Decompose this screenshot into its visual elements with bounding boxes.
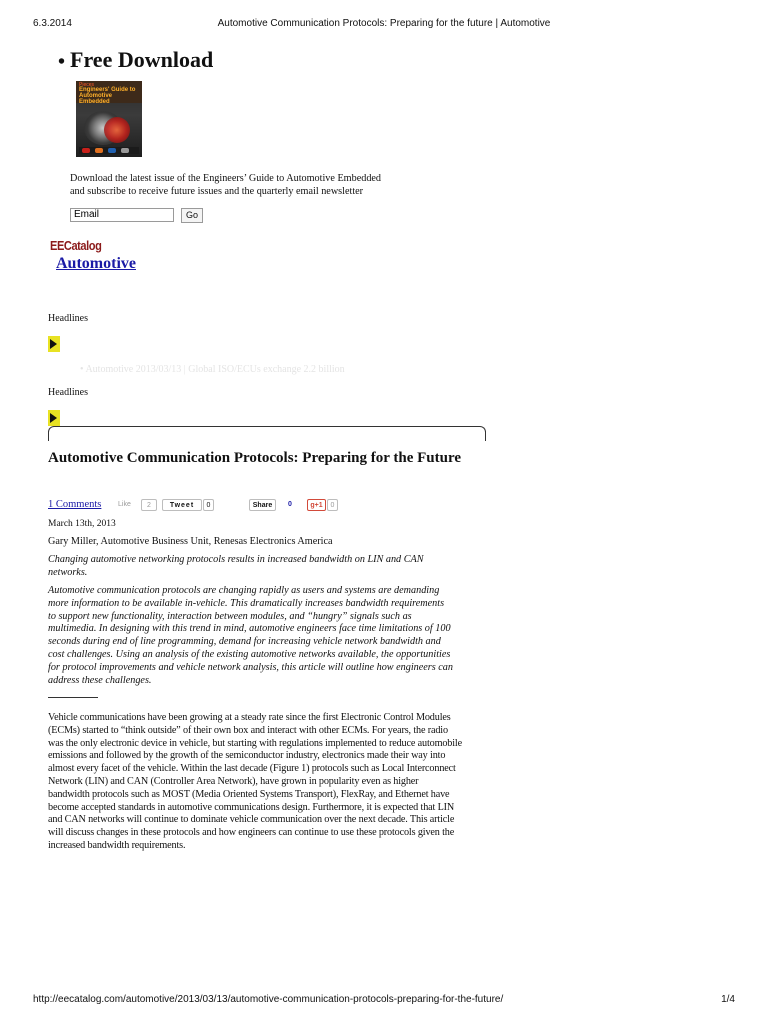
body-line: almost every facet of the vehicle. Within the last decade (Figure 1) protocols such as Local Interconnect xyxy=(48,763,456,775)
cover-logo-icon xyxy=(95,148,103,153)
body-line: bandwidth protocols such as MOST (Media Oriented Systems Transport), FlexRay, and Ethernet have xyxy=(48,788,450,800)
intro-line: Automotive communication protocols are changing rapidly as users and systems are demanding xyxy=(48,585,440,596)
tweet-button[interactable]: Tweet xyxy=(162,499,202,511)
description-line: and subscribe to receive future issues and the quarterly email newsletter xyxy=(70,186,364,197)
list-bullet: • xyxy=(58,51,66,73)
free-download-description xyxy=(70,172,381,198)
body-line: Network (LIN) and CAN (Controller Area Network), have grown in popularity even as higher xyxy=(48,775,419,787)
headline-ticker-item[interactable]: • Automotive 2013/03/13 | Global ISO/ECUs exchange 2.2 billion xyxy=(80,364,345,375)
headlines-label: Headlines xyxy=(48,387,88,398)
comments-link[interactable]: 1 Comments xyxy=(48,499,102,510)
arrow-glyph xyxy=(50,413,57,423)
share-button[interactable]: Share xyxy=(249,499,276,511)
play-arrow-icon[interactable] xyxy=(48,336,60,352)
body-line: will discuss changes in these protocols and how engineers can continue to use these protocols given the xyxy=(48,827,455,839)
intro-line: cost challenges. Using an analysis of the existing automotive networks available, the opportunities xyxy=(48,648,451,660)
intro-line: more information to be available in-vehicle. This dramatically increases bandwidth requirements xyxy=(48,597,445,609)
body-line: (ECMs) started to “think outside” of their own box and interact with other ECMs. For years, the radio xyxy=(48,724,448,736)
cover-logo-icon xyxy=(82,148,90,153)
deck-line: Changing automotive networking protocols results in increased bandwidth on LIN and CAN xyxy=(48,554,424,565)
print-page-title: Automotive Communication Protocols: Preparing for the future | Automotive xyxy=(217,18,551,29)
headline-ticker-box xyxy=(48,426,486,441)
cover-logo-icon xyxy=(121,148,129,153)
cover-title: Engineers' Guide to Automotive Embedded xyxy=(79,87,136,105)
body-line: increased bandwidth requirements. xyxy=(48,839,186,851)
print-date: 6.3.2014 xyxy=(33,18,72,29)
body-line: Vehicle communications have been growing at a steady rate since the first Electronic Control Modules xyxy=(48,712,451,723)
go-button[interactable]: Go xyxy=(181,208,203,223)
headlines-label: Headlines xyxy=(48,313,88,324)
article-author: Gary Miller, Automotive Business Unit, Renesas Electronics America xyxy=(48,536,333,547)
cover-red-graphic xyxy=(104,117,130,143)
article-deck xyxy=(48,553,488,579)
print-url: http://eecatalog.com/automotive/2013/03/13/automotive-communication-protocols-preparing-for-the-future/ xyxy=(33,994,504,1005)
section-divider xyxy=(48,697,98,698)
intro-line: to support new functionality, interaction between modules, and “hungry” signals such as xyxy=(48,610,412,622)
intro-line: address these challenges. xyxy=(48,674,152,686)
cover-brand: Pieces xyxy=(79,82,95,88)
article-intro xyxy=(48,585,488,687)
intro-line: for protocol improvements and vehicle network analysis, this article will outline how engineers can xyxy=(48,661,453,673)
free-download-heading: Free Download xyxy=(70,47,214,72)
cover-logo-icon xyxy=(108,148,116,153)
body-line: and CAN networks will continue to dominate vehicle communication over the next decade. This article xyxy=(48,814,455,826)
section-link-automotive[interactable]: Automotive xyxy=(56,255,136,272)
tweet-count: 0 xyxy=(203,499,214,511)
like-count: 2 xyxy=(141,499,157,511)
google-plus-button[interactable]: g+1 xyxy=(307,499,326,511)
article-title: Automotive Communication Protocols: Preparing for the Future xyxy=(48,450,462,466)
arrow-glyph xyxy=(50,339,57,349)
article-body xyxy=(48,712,476,853)
email-field[interactable]: Email xyxy=(70,208,174,222)
article-date: March 13th, 2013 xyxy=(48,519,116,529)
description-line: Download the latest issue of the Engineers’ Guide to Automotive Embedded xyxy=(70,173,382,184)
share-count: 0 xyxy=(288,501,292,508)
deck-line: networks. xyxy=(48,567,88,578)
like-label: Like xyxy=(118,501,131,508)
magazine-cover-image[interactable] xyxy=(76,81,142,157)
print-page-number: 1/4 xyxy=(721,994,735,1005)
body-line: emissions and followed by the growth of the semiconductor industry, electronics made their way into xyxy=(48,750,446,762)
intro-line: seconds during end of line programming, demand for increasing vehicle network bandwidth and xyxy=(48,636,441,648)
google-plus-count: 0 xyxy=(327,499,338,511)
site-logo[interactable]: EECatalog xyxy=(50,238,102,253)
play-arrow-icon[interactable] xyxy=(48,410,60,426)
cover-logo-strip xyxy=(79,147,139,154)
body-line: become accepted standards in automotive communications design. Furthermore, it is expected that LIN xyxy=(48,801,455,813)
intro-line: multimedia. In designing with this trend in mind, automotive engineers face time limitations of 100 xyxy=(48,623,451,635)
body-line: was the only electronic device in vehicle, but starting with regulations implemented to reduce automobile xyxy=(48,737,462,749)
